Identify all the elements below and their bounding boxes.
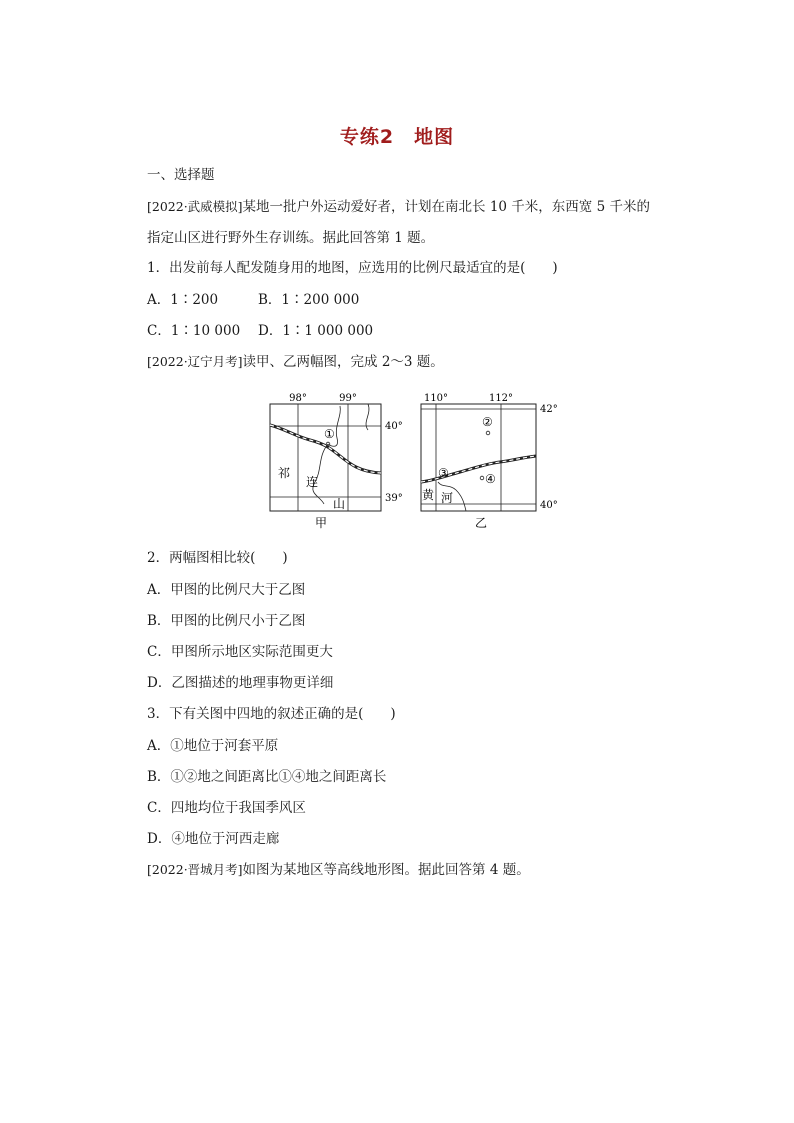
map-yi-lon-left: 110° — [423, 393, 449, 404]
map-jia-lat-bottom: 39° — [385, 493, 403, 504]
intro1-line1 — [147, 197, 650, 217]
map-yi-point4: ④ — [485, 472, 496, 486]
map-jia-label-shan: 山 — [333, 497, 346, 511]
q3-option-b: B．①②地之间距离比①④地之间距离长 — [147, 769, 387, 785]
map-jia-caption: 甲 — [314, 516, 328, 530]
map-yi-point3: ③ — [438, 466, 449, 480]
map-yi-lat-bottom: 40° — [540, 500, 558, 511]
q1-stem: 1．出发前每人配发随身用的地图，应选用的比例尺最适宜的是( ) — [147, 260, 558, 276]
map-yi-caption: 乙 — [474, 516, 488, 530]
q2-option-a: A．甲图的比例尺大于乙图 — [147, 582, 306, 598]
map-yi — [421, 393, 558, 530]
map-jia-lon-right: 99° — [339, 393, 357, 404]
map-yi-point4-dot — [480, 476, 484, 480]
page-title: 专练2 地图 — [339, 126, 455, 148]
q1-option-a: A．1∶200 — [147, 292, 219, 308]
q1-option-b: B．1∶200 000 — [258, 292, 360, 308]
q2-option-b: B．甲图的比例尺小于乙图 — [147, 613, 306, 629]
q3-option-d: D．④地位于河西走廊 — [147, 831, 280, 847]
map-jia-label-qi: 祁 — [278, 466, 291, 480]
q2-stem: 2．两幅图相比较( ) — [147, 550, 288, 566]
map-yi-label-huang: 黄 — [422, 488, 435, 502]
intro1-line2: 指定山区进行野外生存训练。据此回答第 1 题。 — [147, 230, 435, 246]
q1-option-d: D．1∶1 000 000 — [258, 323, 374, 339]
maps-figure — [260, 384, 560, 534]
map-jia-river-1 — [313, 444, 328, 504]
q2-option-d: D．乙图描述的地理事物更详细 — [147, 675, 334, 691]
map-jia-lon-left: 98° — [289, 393, 307, 404]
q2-option-c: C．甲图所示地区实际范围更大 — [147, 644, 333, 660]
intro2-text: 读甲、乙两幅图，完成 2～3 题。 — [242, 354, 444, 370]
q3-option-c: C．四地均位于我国季风区 — [147, 800, 306, 816]
intro3-line — [147, 860, 530, 880]
intro3-text: 如图为某地区等高线地形图。据此回答第 4 题。 — [242, 862, 530, 878]
map-yi-point2-dot — [486, 431, 490, 435]
map-jia-frame — [270, 404, 381, 511]
map-jia-point1: ① — [324, 427, 335, 441]
intro3-source: [2022·晋城月考] — [147, 862, 243, 877]
map-yi-point2: ② — [482, 415, 493, 429]
q1-option-c: C．1∶10 000 — [147, 323, 241, 339]
section-heading: 一、选择题 — [147, 167, 215, 183]
map-yi-label-he: 河 — [441, 491, 454, 505]
intro2-line — [147, 352, 444, 372]
map-yi-lon-right: 112° — [488, 393, 514, 404]
intro1-text-line1: 某地一批户外运动爱好者，计划在南北长 10 千米，东西宽 5 千米的 — [242, 199, 650, 215]
map-jia — [270, 393, 403, 530]
map-yi-lat-top: 42° — [540, 404, 558, 415]
map-jia-label-lian: 连 — [306, 475, 319, 489]
map-jia-lat-top: 40° — [385, 421, 403, 432]
intro2-source: [2022·辽宁月考] — [147, 354, 243, 369]
intro1-source: [2022·武威模拟] — [147, 199, 243, 214]
q3-option-a: A．①地位于河套平原 — [147, 738, 279, 754]
q3-stem: 3．下有关图中四地的叙述正确的是( ) — [147, 706, 396, 722]
